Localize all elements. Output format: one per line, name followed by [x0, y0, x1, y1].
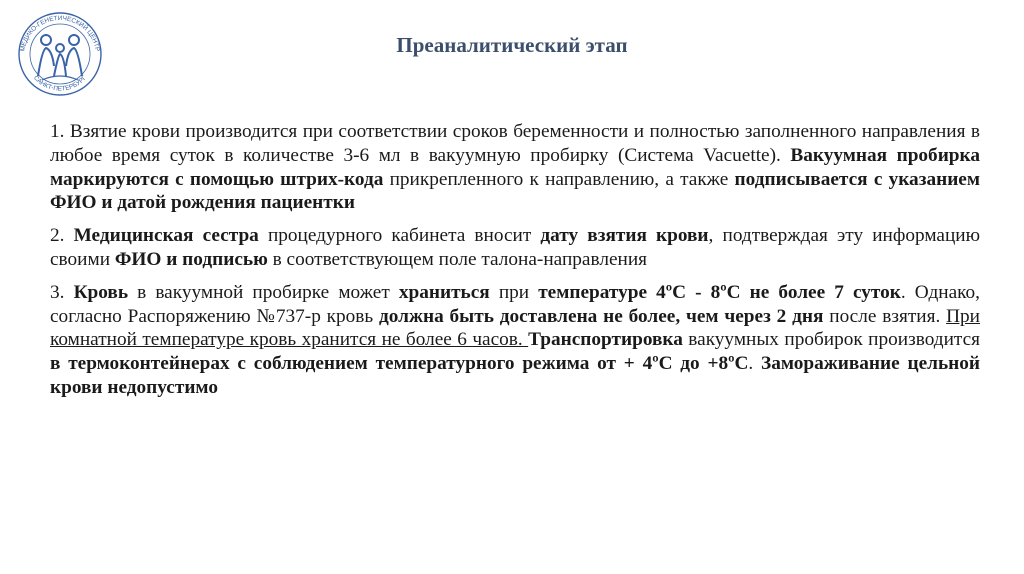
text-run: после взятия.	[823, 305, 947, 327]
text-run: 1. Взятие крови производится при соответствии сроков беременности и полностью заполненного направления в любое время суток в количестве 3-6 мл в вакуумную пробирку (Система Vacuette).	[50, 121, 980, 166]
page-title: Преаналитический этап	[396, 33, 628, 57]
text-run: 2.	[50, 225, 74, 247]
text-run: вакуумных пробирок производится	[682, 329, 980, 351]
text-run: 3.	[50, 281, 74, 303]
bold-text: храниться	[398, 281, 490, 303]
text-run: , подтверждая эту информацию своими	[50, 225, 981, 270]
paragraph-2	[50, 224, 980, 272]
bold-text: Транспортировка	[528, 329, 683, 351]
bold-text: Вакуумная пробирка маркируются с помощью штрих-кода	[50, 144, 980, 190]
main-content	[50, 120, 980, 409]
logo-text-bottom: САНКТ-ПЕТЕРБУРГ	[32, 74, 88, 93]
text-run: в соответствующем поле талона-направления	[267, 248, 648, 270]
bold-text: Кровь	[73, 281, 129, 303]
bold-text: ФИО и подписью	[114, 248, 268, 270]
bold-text: в термоконтейнерах с соблюдением температурного режима от + 4ºС до +8ºС	[50, 353, 749, 375]
bold-text: температуре 4ºС - 8ºС не более 7 суток	[538, 281, 901, 303]
bold-text: дату взятия крови	[540, 225, 709, 247]
bold-text: Медицинская сестра	[73, 225, 259, 247]
paragraph-1	[50, 120, 980, 215]
bold-text: должна быть доставлена не более, чем через 2 дня	[379, 305, 824, 327]
paragraph-3	[50, 281, 980, 400]
text-run: .	[748, 353, 762, 375]
underlined-text: При комнатной температуре кровь хранится не более 6 часов.	[50, 305, 980, 351]
bold-text: подписывается с указанием ФИО и датой рождения пациентки	[50, 168, 980, 214]
text-run: в вакуумной пробирке может	[128, 281, 399, 303]
text-run: . Однако, согласно Распоряжению №737-р кровь	[50, 281, 981, 327]
bold-text: Замораживание цельной крови недопустимо	[50, 353, 981, 398]
text-run: прикрепленного к направлению, а также	[383, 168, 735, 190]
logo-text-top: МЕДИКО-ГЕНЕТИЧЕСКИЙ ЦЕНТР	[19, 14, 101, 52]
text-run: при	[489, 281, 539, 303]
text-run: процедурного кабинета вносит	[258, 225, 541, 247]
